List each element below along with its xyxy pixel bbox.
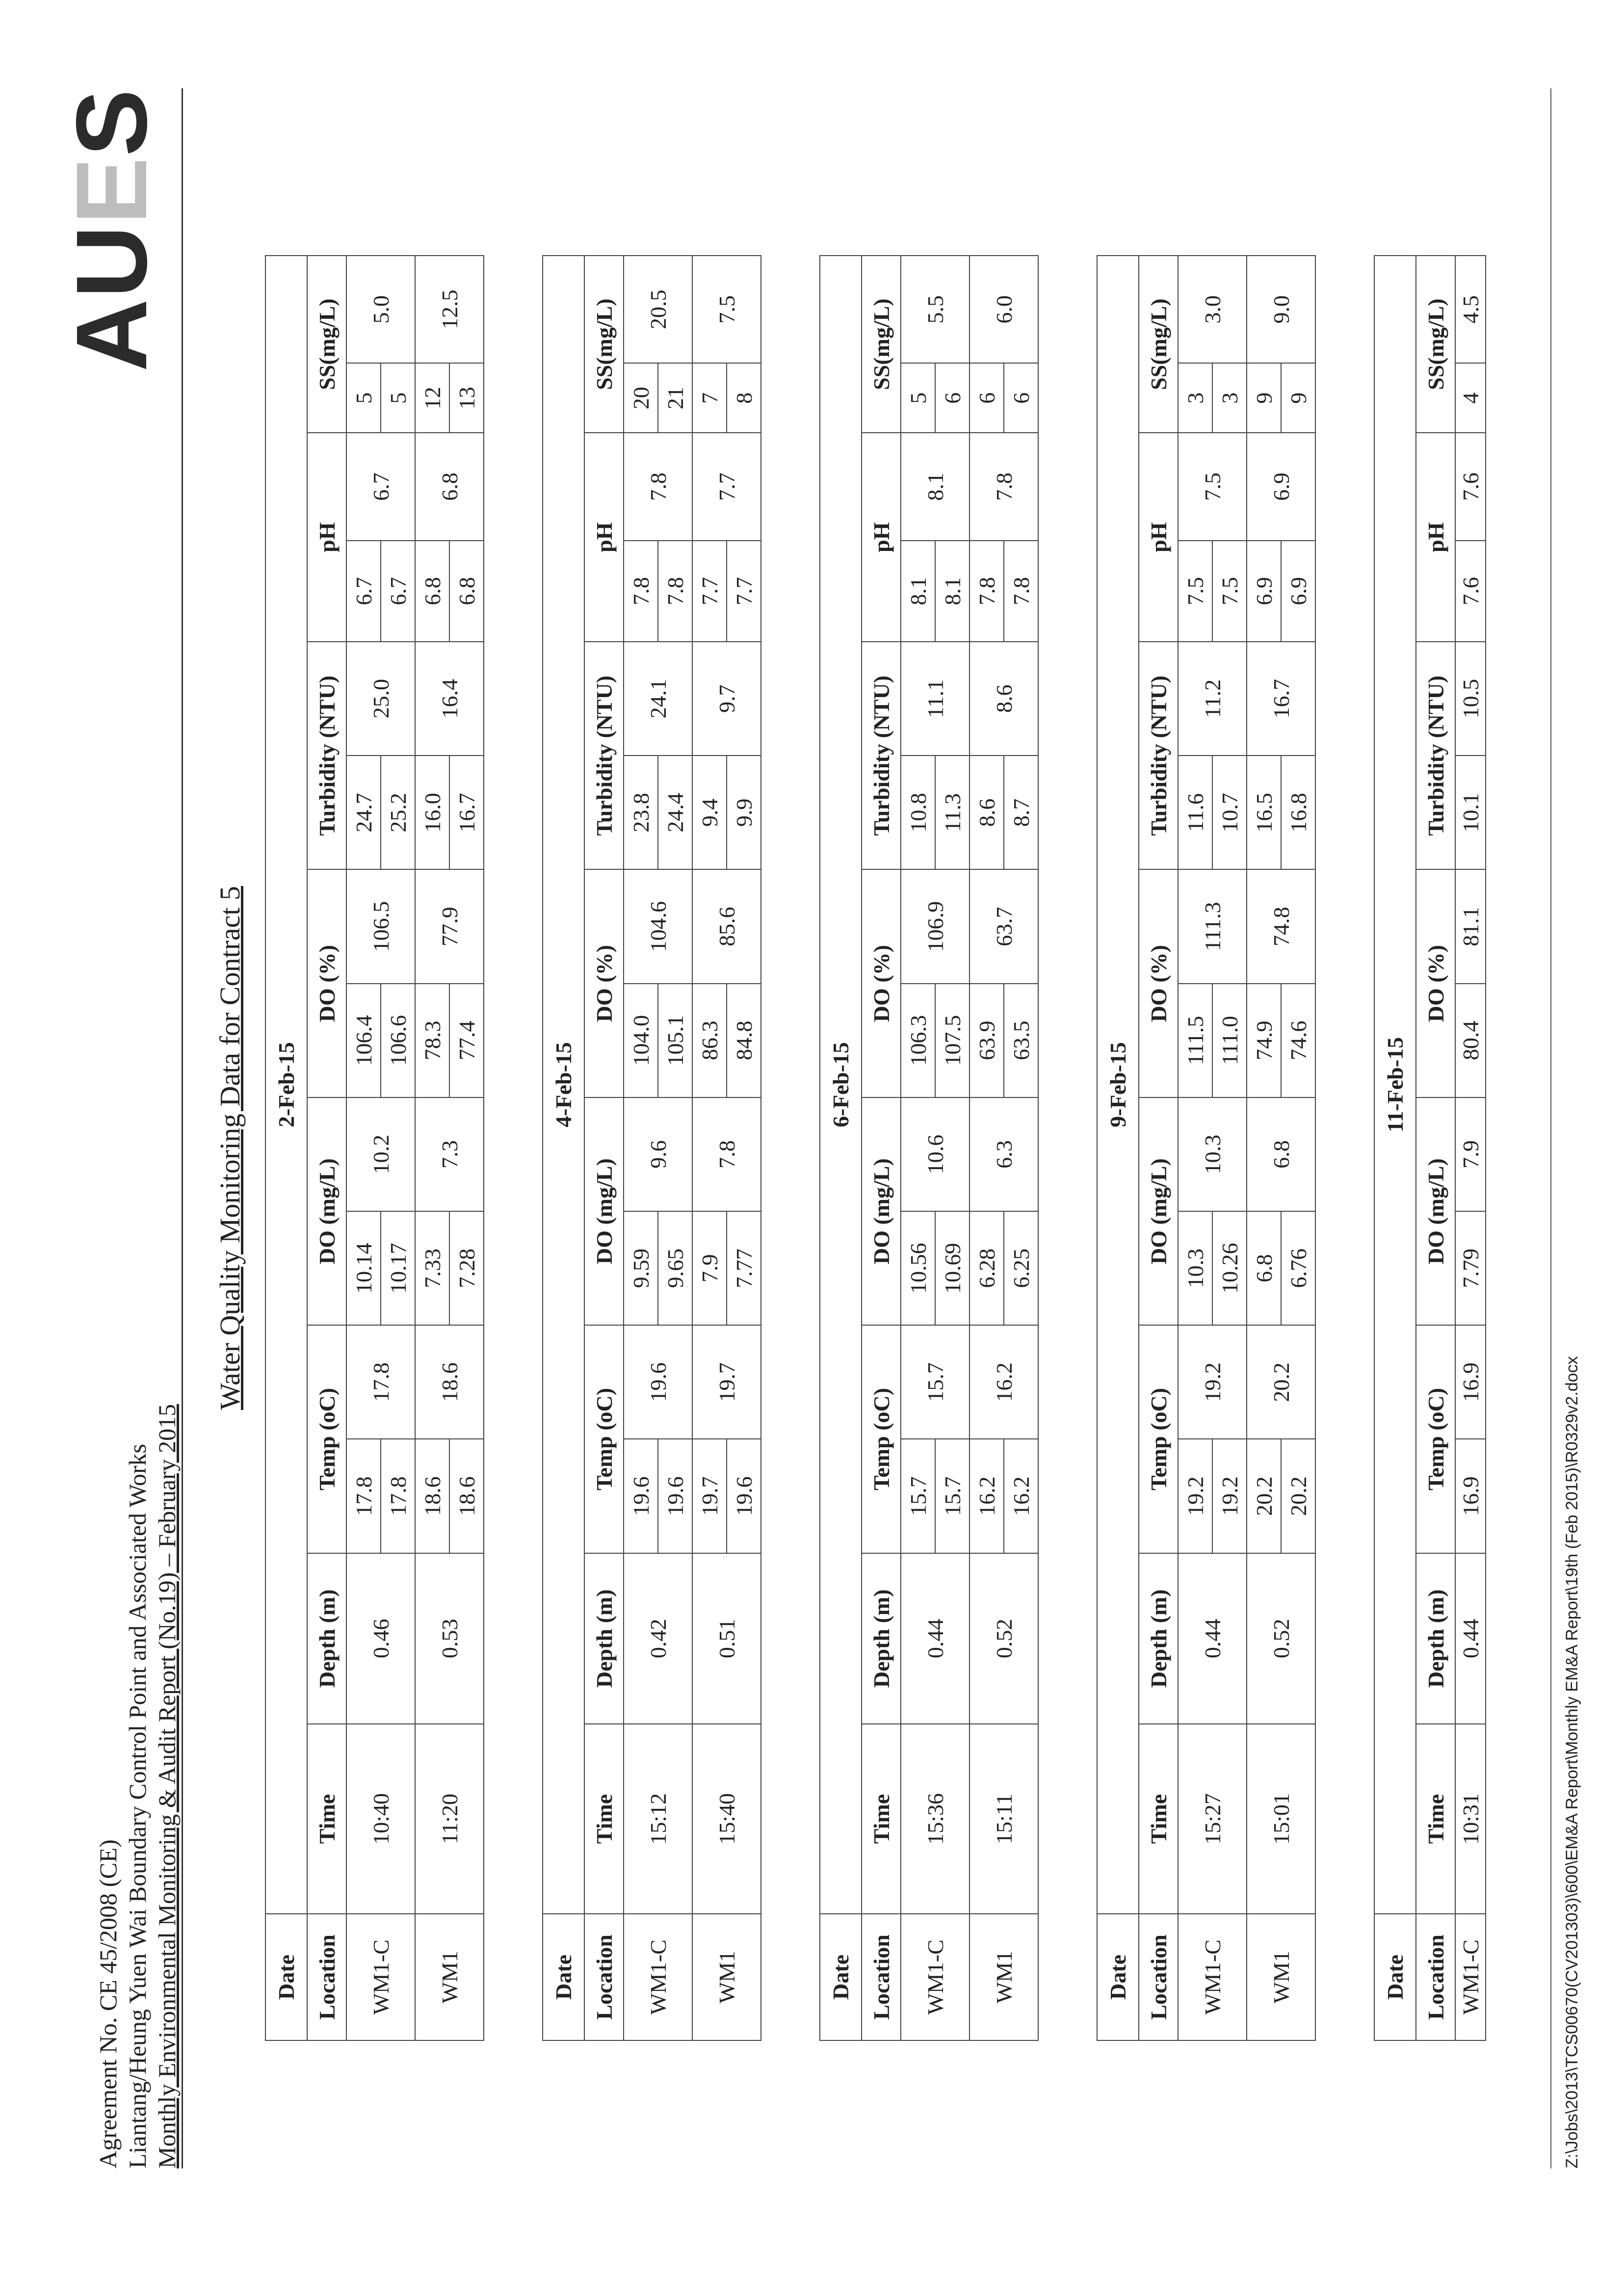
monitoring-table <box>1097 255 1316 2041</box>
page-title: Water Quality Monitoring Data for Contract 5 <box>214 886 246 1410</box>
table-row <box>346 256 381 2040</box>
col-depth: Depth (m) <box>307 1553 346 1724</box>
cell-average: 77.9 <box>415 869 484 983</box>
cell-average: 5.0 <box>346 256 415 363</box>
col-temp: Temp (oC) <box>1139 1325 1178 1553</box>
monitoring-table-block <box>1374 255 1486 2041</box>
cell-reading: 6 <box>969 363 1004 433</box>
cell-reading: 20.2 <box>1247 1439 1281 1553</box>
cell-reading: 6.7 <box>381 541 415 642</box>
cell-average: 25.0 <box>346 642 415 756</box>
cell-average: 9.7 <box>692 642 761 756</box>
cell-average: 106.9 <box>901 869 969 983</box>
cell-average: 7.5 <box>692 256 761 363</box>
col-turbidity: Turbidity (NTU) <box>1139 642 1178 869</box>
cell-average: 9.6 <box>624 1097 692 1211</box>
col-location: Location <box>307 1914 346 2040</box>
cell-reading: 7.8 <box>624 541 658 642</box>
col-temp: Temp (oC) <box>584 1325 624 1553</box>
cell-reading: 16.2 <box>969 1439 1004 1553</box>
cell-depth: 0.46 <box>346 1553 415 1724</box>
col-turbidity: Turbidity (NTU) <box>1416 642 1455 869</box>
cell-reading: 6.8 <box>1247 1211 1281 1325</box>
cell-reading: 9.59 <box>624 1211 658 1325</box>
cell-reading: 12 <box>415 363 449 433</box>
monitoring-table <box>1374 255 1486 2041</box>
cell-reading: 5 <box>901 363 935 433</box>
cell-reading: 13 <box>449 363 484 433</box>
col-location: Location <box>1416 1914 1455 2040</box>
table-row <box>1178 256 1212 2040</box>
cell-average: 18.6 <box>415 1325 484 1439</box>
cell-reading: 6.25 <box>1004 1211 1038 1325</box>
cell-reading: 19.7 <box>692 1439 727 1553</box>
monitoring-table-block <box>819 255 1039 2041</box>
cell-reading: 17.8 <box>346 1439 381 1553</box>
cell-average: 7.9 <box>1455 1097 1486 1211</box>
cell-reading: 8 <box>727 363 761 433</box>
cell-average: 6.8 <box>1247 1097 1315 1211</box>
cell-reading: 8.1 <box>901 541 935 642</box>
cell-depth: 0.52 <box>969 1553 1038 1724</box>
col-time: Time <box>584 1724 624 1914</box>
cell-time: 15:12 <box>624 1724 692 1914</box>
col-ss: SS(mg/L) <box>1416 256 1455 433</box>
cell-reading: 5 <box>346 363 381 433</box>
cell-reading: 6.7 <box>346 541 381 642</box>
cell-reading: 16.8 <box>1281 756 1315 869</box>
cell-average: 7.3 <box>415 1097 484 1211</box>
cell-reading: 16.5 <box>1247 756 1281 869</box>
col-temp: Temp (oC) <box>307 1325 346 1553</box>
cell-reading: 16.9 <box>1455 1439 1486 1553</box>
cell-reading: 19.6 <box>624 1439 658 1553</box>
cell-depth: 0.53 <box>415 1553 484 1724</box>
cell-reading: 9 <box>1247 363 1281 433</box>
cell-reading: 10.1 <box>1455 756 1486 869</box>
cell-reading: 9.65 <box>658 1211 692 1325</box>
cell-average: 15.7 <box>901 1325 969 1439</box>
col-depth: Depth (m) <box>1139 1553 1178 1724</box>
col-temp: Temp (oC) <box>862 1325 901 1553</box>
col-do-pct: DO (%) <box>1139 869 1178 1097</box>
cell-reading: 16.2 <box>1004 1439 1038 1553</box>
cell-reading: 106.4 <box>346 984 381 1097</box>
col-ph: pH <box>1139 433 1178 642</box>
table-row <box>415 256 449 2040</box>
cell-reading: 11.6 <box>1178 756 1212 869</box>
cell-average: 6.8 <box>415 433 484 540</box>
cell-reading: 16.7 <box>449 756 484 869</box>
col-ss: SS(mg/L) <box>862 256 901 433</box>
cell-time: 10:31 <box>1455 1724 1486 1914</box>
cell-reading: 6.28 <box>969 1211 1004 1325</box>
col-location: Location <box>584 1914 624 2040</box>
cell-reading: 20.2 <box>1281 1439 1315 1553</box>
col-depth: Depth (m) <box>862 1553 901 1724</box>
date-label: Date <box>820 1914 862 2040</box>
cell-average: 11.1 <box>901 642 969 756</box>
cell-average: 20.5 <box>624 256 692 363</box>
cell-reading: 84.8 <box>727 984 761 1097</box>
cell-reading: 15.7 <box>901 1439 935 1553</box>
cell-reading: 10.26 <box>1212 1211 1247 1325</box>
col-do-pct: DO (%) <box>862 869 901 1097</box>
cell-reading: 77.4 <box>449 984 484 1097</box>
cell-time: 10:40 <box>346 1724 415 1914</box>
cell-reading: 86.3 <box>692 984 727 1097</box>
cell-reading: 111.0 <box>1212 984 1247 1097</box>
cell-reading: 4 <box>1455 363 1486 433</box>
cell-average: 10.6 <box>901 1097 969 1211</box>
col-do-mgl: DO (mg/L) <box>1416 1097 1455 1325</box>
date-value: 4-Feb-15 <box>543 256 584 1914</box>
cell-average: 16.4 <box>415 642 484 756</box>
cell-average: 8.1 <box>901 433 969 540</box>
cell-reading: 9.4 <box>692 756 727 869</box>
cell-reading: 74.6 <box>1281 984 1315 1097</box>
cell-depth: 0.44 <box>1455 1553 1486 1724</box>
cell-reading: 107.5 <box>935 984 969 1097</box>
cell-location: WM1-C <box>1178 1914 1247 2040</box>
cell-reading: 8.1 <box>935 541 969 642</box>
cell-reading: 105.1 <box>658 984 692 1097</box>
cell-reading: 7.8 <box>969 541 1004 642</box>
col-ph: pH <box>862 433 901 642</box>
cell-reading: 17.8 <box>381 1439 415 1553</box>
cell-reading: 6.8 <box>449 541 484 642</box>
cell-depth: 0.42 <box>624 1553 692 1724</box>
cell-reading: 7.8 <box>658 541 692 642</box>
report-header <box>93 1404 182 2168</box>
cell-reading: 106.6 <box>381 984 415 1097</box>
col-ss: SS(mg/L) <box>1139 256 1178 433</box>
date-value: 11-Feb-15 <box>1374 256 1416 1914</box>
cell-reading: 7.28 <box>449 1211 484 1325</box>
cell-reading: 16.0 <box>415 756 449 869</box>
col-ph: pH <box>584 433 624 642</box>
col-time: Time <box>862 1724 901 1914</box>
cell-location: WM1 <box>969 1914 1038 2040</box>
cell-reading: 63.5 <box>1004 984 1038 1097</box>
cell-average: 7.8 <box>969 433 1038 540</box>
cell-reading: 80.4 <box>1455 984 1486 1097</box>
cell-average: 10.2 <box>346 1097 415 1211</box>
cell-reading: 10.14 <box>346 1211 381 1325</box>
table-row <box>969 256 1004 2040</box>
cell-reading: 19.6 <box>727 1439 761 1553</box>
col-ph: pH <box>1416 433 1455 642</box>
cell-reading: 9.9 <box>727 756 761 869</box>
cell-average: 10.5 <box>1455 642 1486 756</box>
cell-average: 19.6 <box>624 1325 692 1439</box>
cell-average: 19.7 <box>692 1325 761 1439</box>
footer-rule <box>1550 88 1551 2168</box>
cell-reading: 106.3 <box>901 984 935 1097</box>
cell-location: WM1-C <box>901 1914 969 2040</box>
cell-average: 81.1 <box>1455 869 1486 983</box>
table-row <box>1247 256 1281 2040</box>
date-value: 9-Feb-15 <box>1097 256 1139 1914</box>
date-label: Date <box>1374 1914 1416 2040</box>
col-do-mgl: DO (mg/L) <box>584 1097 624 1325</box>
table-row <box>1455 256 1486 2040</box>
cell-reading: 7.33 <box>415 1211 449 1325</box>
monitoring-table-block <box>1097 255 1316 2041</box>
cell-average: 6.3 <box>969 1097 1038 1211</box>
cell-average: 85.6 <box>692 869 761 983</box>
cell-average: 12.5 <box>415 256 484 363</box>
cell-depth: 0.44 <box>901 1553 969 1724</box>
cell-reading: 20 <box>624 363 658 433</box>
cell-reading: 6.9 <box>1247 541 1281 642</box>
cell-average: 4.5 <box>1455 256 1486 363</box>
cell-reading: 8.6 <box>969 756 1004 869</box>
monitoring-table <box>542 255 761 2041</box>
cell-reading: 7.9 <box>692 1211 727 1325</box>
monitoring-table-block <box>542 255 761 2041</box>
cell-reading: 6.76 <box>1281 1211 1315 1325</box>
cell-reading: 7 <box>692 363 727 433</box>
cell-reading: 7.5 <box>1212 541 1247 642</box>
col-depth: Depth (m) <box>1416 1553 1455 1724</box>
date-value: 6-Feb-15 <box>820 256 862 1914</box>
cell-reading: 25.2 <box>381 756 415 869</box>
header-rule <box>182 88 183 2168</box>
cell-reading: 63.9 <box>969 984 1004 1097</box>
cell-reading: 3 <box>1178 363 1212 433</box>
cell-average: 104.6 <box>624 869 692 983</box>
table-row <box>624 256 658 2040</box>
cell-reading: 78.3 <box>415 984 449 1097</box>
cell-time: 15:40 <box>692 1724 761 1914</box>
cell-average: 106.5 <box>346 869 415 983</box>
col-ss: SS(mg/L) <box>584 256 624 433</box>
cell-average: 11.2 <box>1178 642 1247 756</box>
aues-logo: AUES <box>55 88 168 372</box>
cell-average: 5.5 <box>901 256 969 363</box>
table-row <box>692 256 727 2040</box>
file-path-footer: Z:\Jobs\2013\TCS00670(CV201303)\600\EM&A Report\Monthly EM&A Report\19th (Feb 2015)\R0329v2.docx <box>1563 1356 1581 2168</box>
cell-average: 6.0 <box>969 256 1038 363</box>
date-label: Date <box>1097 1914 1139 2040</box>
date-label: Date <box>543 1914 584 2040</box>
cell-reading: 6 <box>935 363 969 433</box>
cell-location: WM1-C <box>346 1914 415 2040</box>
cell-average: 7.5 <box>1178 433 1247 540</box>
cell-reading: 10.69 <box>935 1211 969 1325</box>
monitoring-table <box>265 255 484 2041</box>
cell-average: 7.8 <box>692 1097 761 1211</box>
cell-location: WM1 <box>1247 1914 1315 2040</box>
report-line: Monthly Environmental Monitoring & Audit Report (No.19) – February 2015 <box>153 1404 181 2168</box>
monitoring-table <box>819 255 1039 2041</box>
cell-reading: 10.8 <box>901 756 935 869</box>
cell-average: 17.8 <box>346 1325 415 1439</box>
cell-reading: 19.2 <box>1178 1439 1212 1553</box>
cell-reading: 11.3 <box>935 756 969 869</box>
cell-average: 10.3 <box>1178 1097 1247 1211</box>
col-location: Location <box>862 1914 901 2040</box>
cell-reading: 18.6 <box>449 1439 484 1553</box>
cell-depth: 0.44 <box>1178 1553 1247 1724</box>
cell-reading: 7.8 <box>1004 541 1038 642</box>
cell-average: 19.2 <box>1178 1325 1247 1439</box>
cell-time: 15:01 <box>1247 1724 1315 1914</box>
agreement-line: Agreement No. CE 45/2008 (CE) <box>94 1839 122 2168</box>
col-do-pct: DO (%) <box>307 869 346 1097</box>
cell-reading: 9 <box>1281 363 1315 433</box>
cell-average: 3.0 <box>1178 256 1247 363</box>
cell-reading: 7.77 <box>727 1211 761 1325</box>
col-do-pct: DO (%) <box>1416 869 1455 1097</box>
cell-reading: 5 <box>381 363 415 433</box>
cell-reading: 10.3 <box>1178 1211 1212 1325</box>
cell-reading: 6.9 <box>1281 541 1315 642</box>
cell-average: 7.8 <box>624 433 692 540</box>
cell-average: 7.6 <box>1455 433 1486 540</box>
cell-reading: 7.79 <box>1455 1211 1486 1325</box>
cell-reading: 7.6 <box>1455 541 1486 642</box>
cell-reading: 6 <box>1004 363 1038 433</box>
col-time: Time <box>1416 1724 1455 1914</box>
cell-average: 16.2 <box>969 1325 1038 1439</box>
col-do-mgl: DO (mg/L) <box>1139 1097 1178 1325</box>
cell-reading: 24.7 <box>346 756 381 869</box>
cell-reading: 10.17 <box>381 1211 415 1325</box>
col-temp: Temp (oC) <box>1416 1325 1455 1553</box>
cell-time: 15:11 <box>969 1724 1038 1914</box>
cell-time: 11:20 <box>415 1724 484 1914</box>
cell-average: 8.6 <box>969 642 1038 756</box>
cell-reading: 15.7 <box>935 1439 969 1553</box>
col-location: Location <box>1139 1914 1178 2040</box>
cell-reading: 104.0 <box>624 984 658 1097</box>
cell-average: 63.7 <box>969 869 1038 983</box>
date-value: 2-Feb-15 <box>265 256 307 1914</box>
cell-reading: 7.7 <box>692 541 727 642</box>
cell-reading: 19.6 <box>658 1439 692 1553</box>
cell-reading: 18.6 <box>415 1439 449 1553</box>
col-do-pct: DO (%) <box>584 869 624 1097</box>
col-depth: Depth (m) <box>584 1553 624 1724</box>
cell-depth: 0.52 <box>1247 1553 1315 1724</box>
cell-location: WM1-C <box>624 1914 692 2040</box>
col-turbidity: Turbidity (NTU) <box>862 642 901 869</box>
cell-average: 111.3 <box>1178 869 1247 983</box>
cell-average: 6.7 <box>346 433 415 540</box>
col-do-mgl: DO (mg/L) <box>862 1097 901 1325</box>
project-line: Liantang/Heung Yuen Wai Boundary Control Point and Associated Works <box>124 1444 151 2168</box>
cell-average: 9.0 <box>1247 256 1315 363</box>
cell-reading: 111.5 <box>1178 984 1212 1097</box>
col-time: Time <box>307 1724 346 1914</box>
cell-location: WM1 <box>415 1914 484 2040</box>
cell-reading: 3 <box>1212 363 1247 433</box>
cell-reading: 10.56 <box>901 1211 935 1325</box>
cell-average: 24.1 <box>624 642 692 756</box>
cell-reading: 19.2 <box>1212 1439 1247 1553</box>
cell-location: WM1-C <box>1455 1914 1486 2040</box>
col-ph: pH <box>307 433 346 642</box>
cell-location: WM1 <box>692 1914 761 2040</box>
cell-reading: 7.7 <box>727 541 761 642</box>
cell-time: 15:36 <box>901 1724 969 1914</box>
cell-average: 16.9 <box>1455 1325 1486 1439</box>
col-turbidity: Turbidity (NTU) <box>307 642 346 869</box>
cell-reading: 21 <box>658 363 692 433</box>
cell-average: 7.7 <box>692 433 761 540</box>
cell-average: 16.7 <box>1247 642 1315 756</box>
col-turbidity: Turbidity (NTU) <box>584 642 624 869</box>
col-time: Time <box>1139 1724 1178 1914</box>
cell-reading: 8.7 <box>1004 756 1038 869</box>
cell-reading: 10.7 <box>1212 756 1247 869</box>
cell-average: 74.8 <box>1247 869 1315 983</box>
monitoring-table-block <box>265 255 484 2041</box>
cell-average: 6.9 <box>1247 433 1315 540</box>
cell-reading: 6.8 <box>415 541 449 642</box>
cell-time: 15:27 <box>1178 1724 1247 1914</box>
cell-reading: 23.8 <box>624 756 658 869</box>
cell-depth: 0.51 <box>692 1553 761 1724</box>
date-label: Date <box>265 1914 307 2040</box>
cell-reading: 7.5 <box>1178 541 1212 642</box>
col-do-mgl: DO (mg/L) <box>307 1097 346 1325</box>
table-row <box>901 256 935 2040</box>
cell-reading: 24.4 <box>658 756 692 869</box>
col-ss: SS(mg/L) <box>307 256 346 433</box>
cell-reading: 74.9 <box>1247 984 1281 1097</box>
cell-average: 20.2 <box>1247 1325 1315 1439</box>
